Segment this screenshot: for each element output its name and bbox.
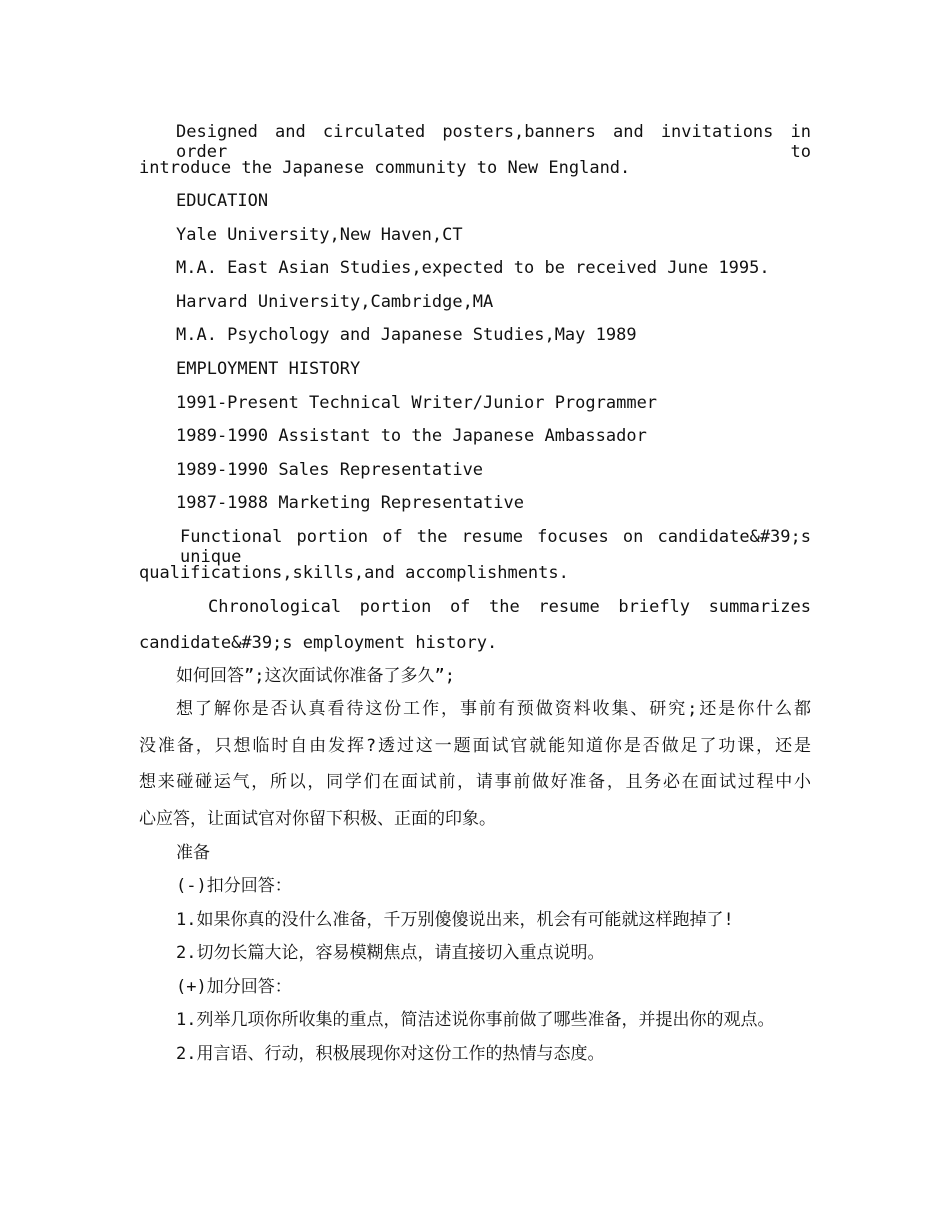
chronological-note-line-1: Chronological portion of the resume briefly summarizes <box>208 597 811 617</box>
answer-paragraph-line: 想来碰碰运气，所以，同学们在面试前，请事前做好准备，且务必在面试过程中小 <box>139 772 811 792</box>
education-item: M.A. East Asian Studies,expected to be received June 1995. <box>176 258 770 278</box>
interview-question: 如何回答”;这次面试你准备了多久”; <box>176 666 455 686</box>
education-item: Yale University,New Haven,CT <box>176 225 463 245</box>
plus-item: 2.用言语、行动，积极展现你对这份工作的热情与态度。 <box>176 1044 605 1064</box>
functional-note-line-2: qualifications,skills,and accomplishments. <box>139 563 569 583</box>
minus-item: 1.如果你真的没什么准备，千万别傻傻说出来，机会有可能就这样跑掉了! <box>176 910 734 930</box>
employment-item: 1989-1990 Sales Representative <box>176 460 484 480</box>
minus-heading: (-)扣分回答： <box>176 876 292 896</box>
employment-item: 1987-1988 Marketing Representative <box>176 493 524 513</box>
plus-heading: (+)加分回答： <box>176 977 292 997</box>
answer-paragraph-line: 没准备，只想临时自由发挥?透过这一题面试官就能知道你是否做足了功课，还是 <box>139 736 811 756</box>
chronological-note-line-2: candidate&#39;s employment history. <box>139 633 498 653</box>
answer-paragraph-line: 想了解你是否认真看待这份工作，事前有预做资料收集、研究;还是你什么都 <box>176 699 811 719</box>
education-item: Harvard University,Cambridge,MA <box>176 292 494 312</box>
answer-paragraph-line: 心应答，让面试官对你留下积极、正面的印象。 <box>139 809 496 829</box>
education-heading: EDUCATION <box>176 191 269 211</box>
functional-note-line-1: Functional portion of the resume focuses on candidate&#39;s unique <box>180 527 811 567</box>
plus-item: 1.列举几项你所收集的重点，简洁述说你事前做了哪些准备，并提出你的观点。 <box>176 1010 775 1030</box>
minus-item: 2.切勿长篇大论，容易模糊焦点，请直接切入重点说明。 <box>176 943 605 963</box>
intro-line-1: Designed and circulated posters,banners and invitations in order to <box>176 122 811 162</box>
employment-heading: EMPLOYMENT HISTORY <box>176 359 361 379</box>
education-item: M.A. Psychology and Japanese Studies,May 1989 <box>176 325 637 345</box>
employment-item: 1989-1990 Assistant to the Japanese Ambassador <box>176 426 647 446</box>
intro-line-2: introduce the Japanese community to New England. <box>139 158 631 178</box>
employment-item: 1991-Present Technical Writer/Junior Programmer <box>176 393 658 413</box>
section-heading: 准备 <box>176 843 210 863</box>
